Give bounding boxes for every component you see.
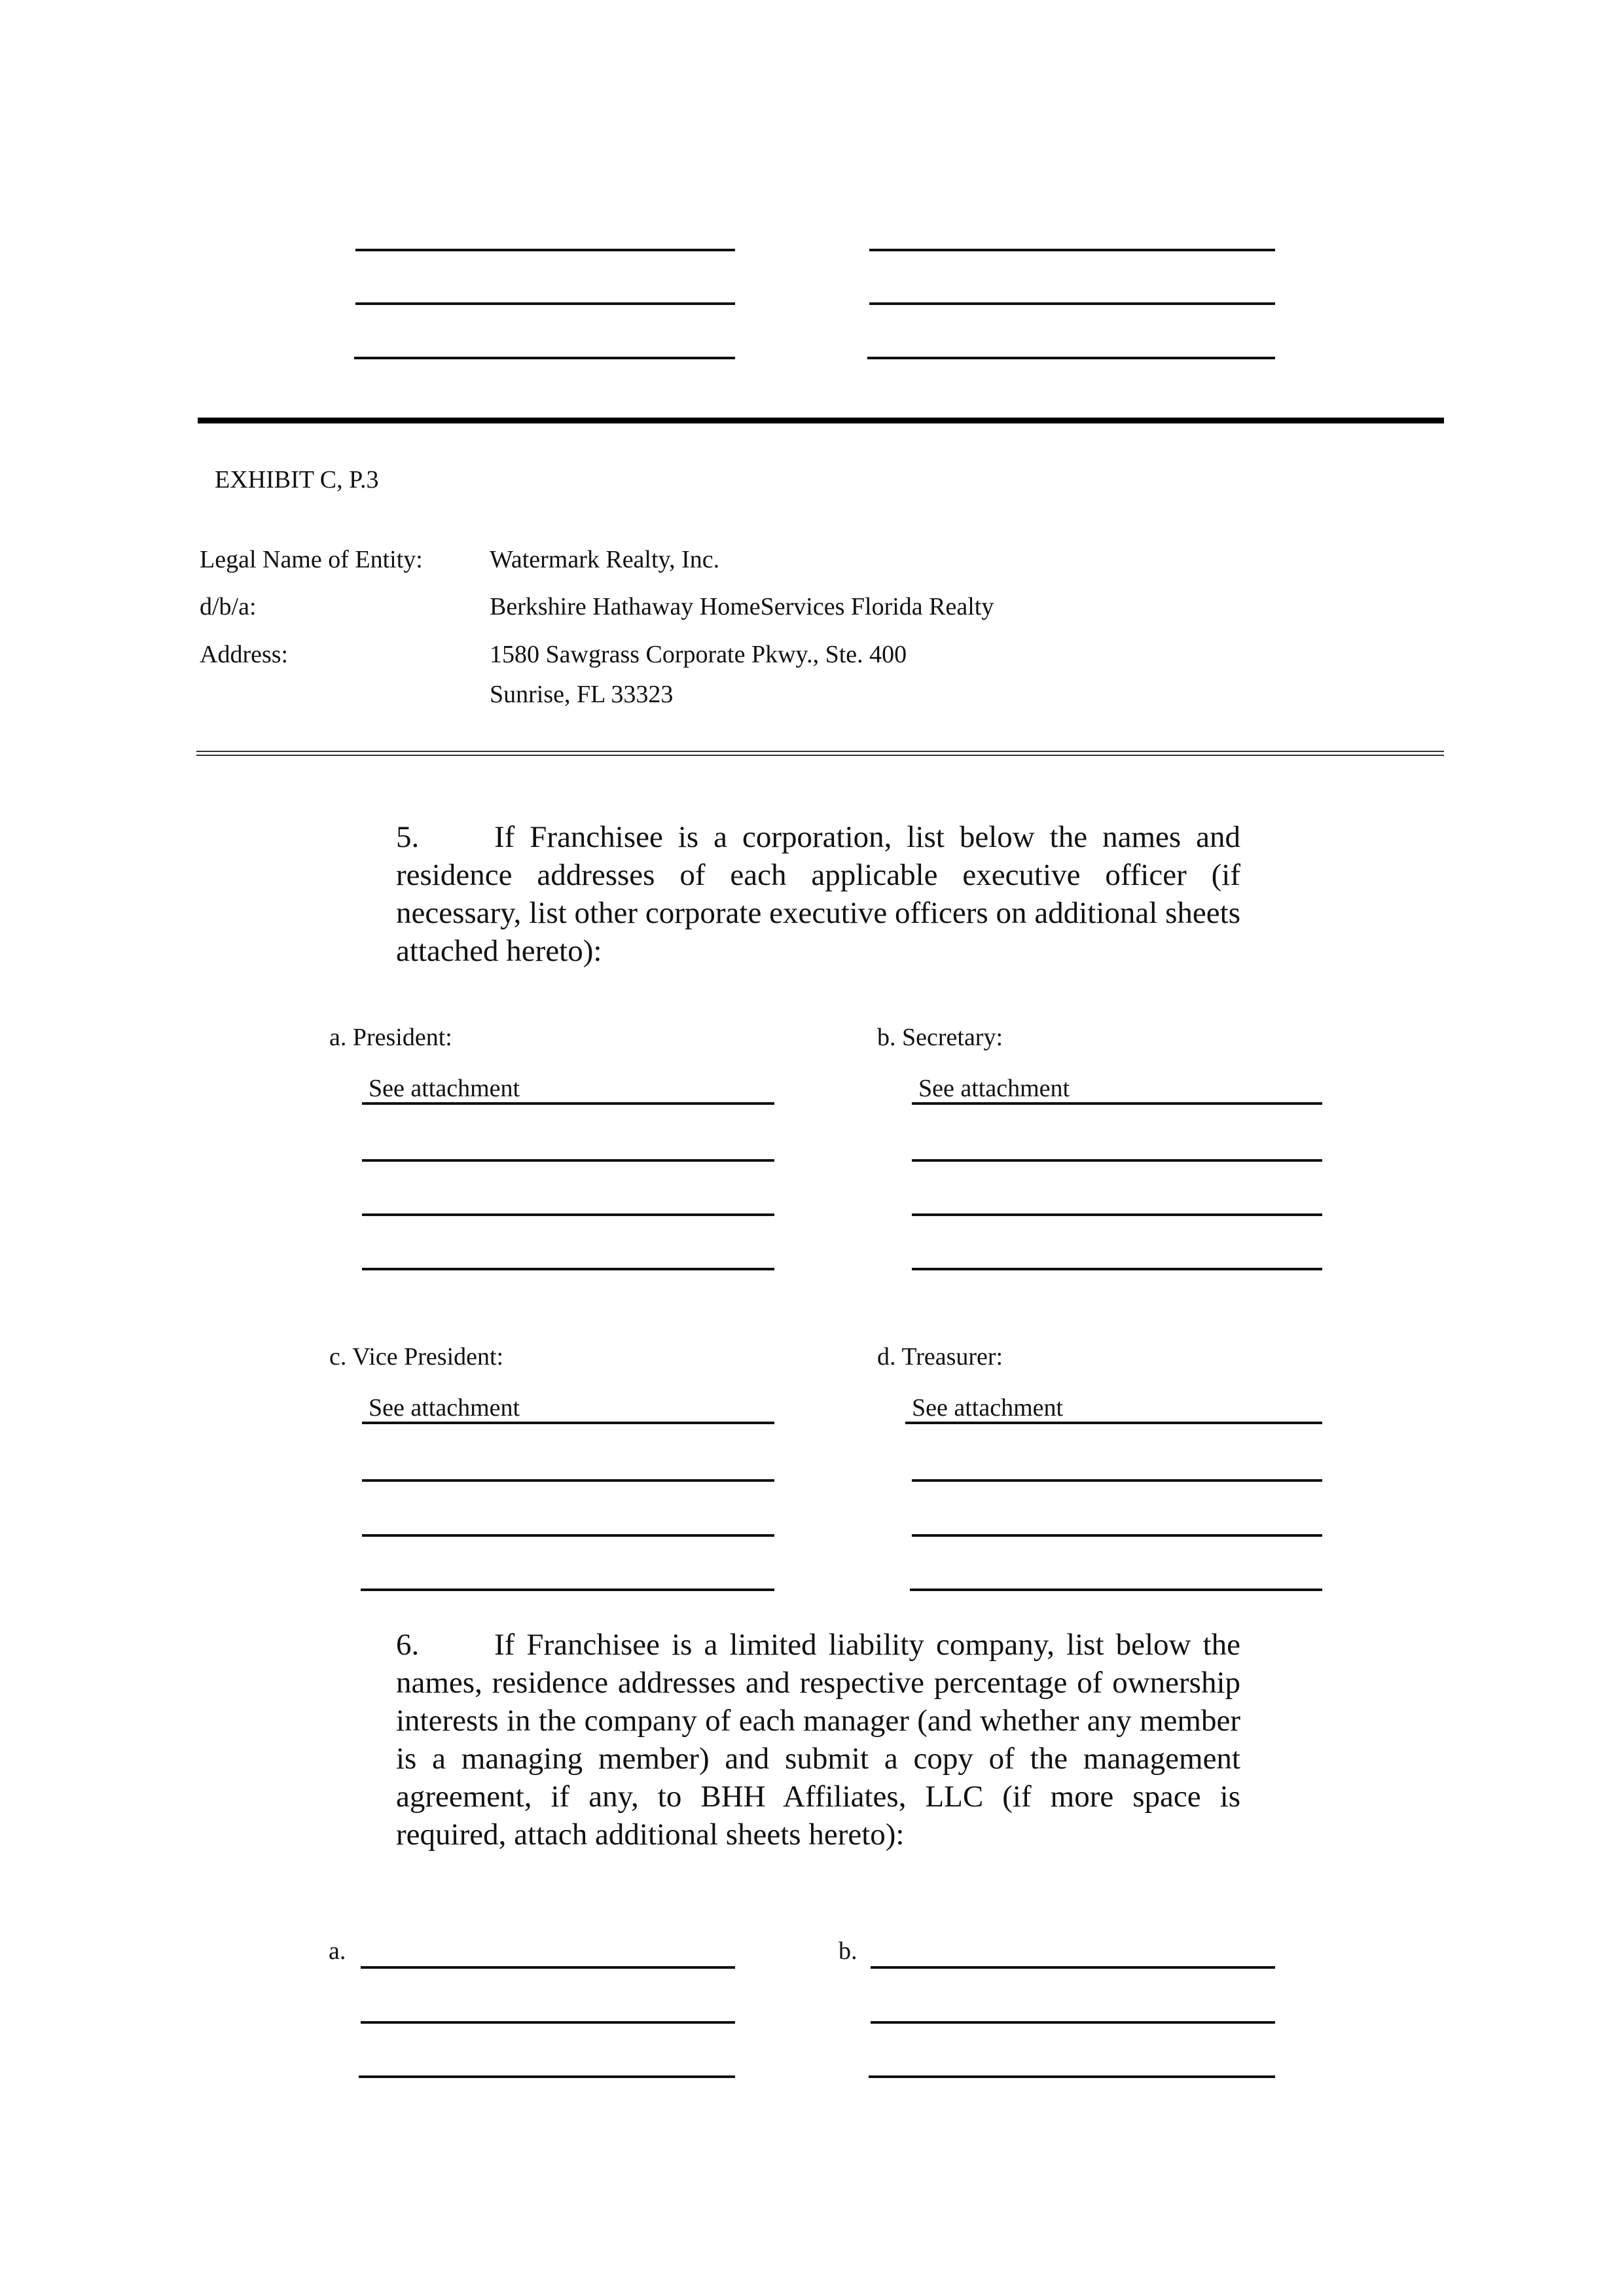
dba-value: Berkshire Hathaway HomeServices Florida Realty [490, 593, 994, 620]
top-right-blank-line-2[interactable] [869, 302, 1275, 305]
legal-name-value: Watermark Realty, Inc. [490, 546, 720, 573]
secretary-label: b. Secretary: [877, 1024, 1003, 1051]
exhibit-label: EXHIBIT C, P.3 [215, 466, 379, 493]
address-line-2: Sunrise, FL 33323 [490, 681, 674, 708]
section-6-label-a: a. [329, 1937, 346, 1965]
section-6-label-b: b. [839, 1937, 857, 1965]
section-5-number: 5. [396, 820, 420, 854]
header-double-rule [196, 751, 1444, 756]
vice-president-line-4[interactable] [361, 1588, 774, 1591]
section-6-text: If Franchisee is a limited liability company, list below the names, residence addresses and respective percentage of ownership interests in the company of each manager (and whether any member is a managing member) and submit a copy of the management agreement, if any, to BHH Affiliates, LLC (if more space is required, attach additional sheets hereto): [396, 1628, 1240, 1852]
vice-president-name-field[interactable]: See attachment [362, 1395, 774, 1424]
dba-label: d/b/a: [200, 593, 257, 620]
secretary-line-2[interactable] [912, 1159, 1322, 1162]
top-left-blank-line-3[interactable] [354, 357, 735, 359]
treasurer-line-4[interactable] [910, 1588, 1322, 1591]
top-right-blank-line-1[interactable] [869, 249, 1275, 251]
treasurer-name-field[interactable]: See attachment [905, 1395, 1322, 1424]
header-thick-rule [198, 418, 1444, 423]
vice-president-line-3[interactable] [362, 1534, 774, 1537]
top-right-blank-line-3[interactable] [867, 357, 1275, 359]
treasurer-line-2[interactable] [912, 1479, 1322, 1482]
legal-name-label: Legal Name of Entity: [200, 546, 423, 573]
manager-b-line-2[interactable] [871, 2021, 1275, 2024]
section-6-paragraph [396, 1626, 1240, 1854]
top-left-blank-line-1[interactable] [355, 249, 735, 251]
treasurer-label: d. Treasurer: [877, 1343, 1003, 1371]
manager-b-line-1[interactable] [871, 1966, 1275, 1969]
treasurer-line-3[interactable] [912, 1534, 1322, 1537]
section-6-number: 6. [396, 1628, 420, 1662]
vice-president-line-2[interactable] [362, 1479, 774, 1482]
president-line-3[interactable] [362, 1213, 774, 1216]
president-line-2[interactable] [362, 1159, 774, 1162]
president-line-4[interactable] [362, 1268, 774, 1270]
president-label: a. President: [329, 1024, 452, 1051]
top-left-blank-line-2[interactable] [355, 302, 735, 305]
manager-a-line-2[interactable] [361, 2021, 735, 2024]
manager-b-line-3[interactable] [869, 2075, 1275, 2078]
secretary-name-field[interactable]: See attachment [912, 1076, 1322, 1105]
address-label: Address: [200, 641, 289, 668]
manager-a-line-3[interactable] [359, 2075, 735, 2078]
secretary-line-3[interactable] [912, 1213, 1322, 1216]
secretary-line-4[interactable] [912, 1268, 1322, 1270]
section-5-paragraph [396, 818, 1240, 970]
manager-a-line-1[interactable] [361, 1966, 735, 1969]
vice-president-label: c. Vice President: [329, 1343, 504, 1371]
president-name-field[interactable]: See attachment [362, 1076, 774, 1105]
section-5-text: If Franchisee is a corporation, list below the names and residence addresses of each applicable executive officer (if necessary, list other corporate executive officers on additional sheets attached hereto): [396, 820, 1240, 968]
address-line-1: 1580 Sawgrass Corporate Pkwy., Ste. 400 [490, 641, 907, 668]
